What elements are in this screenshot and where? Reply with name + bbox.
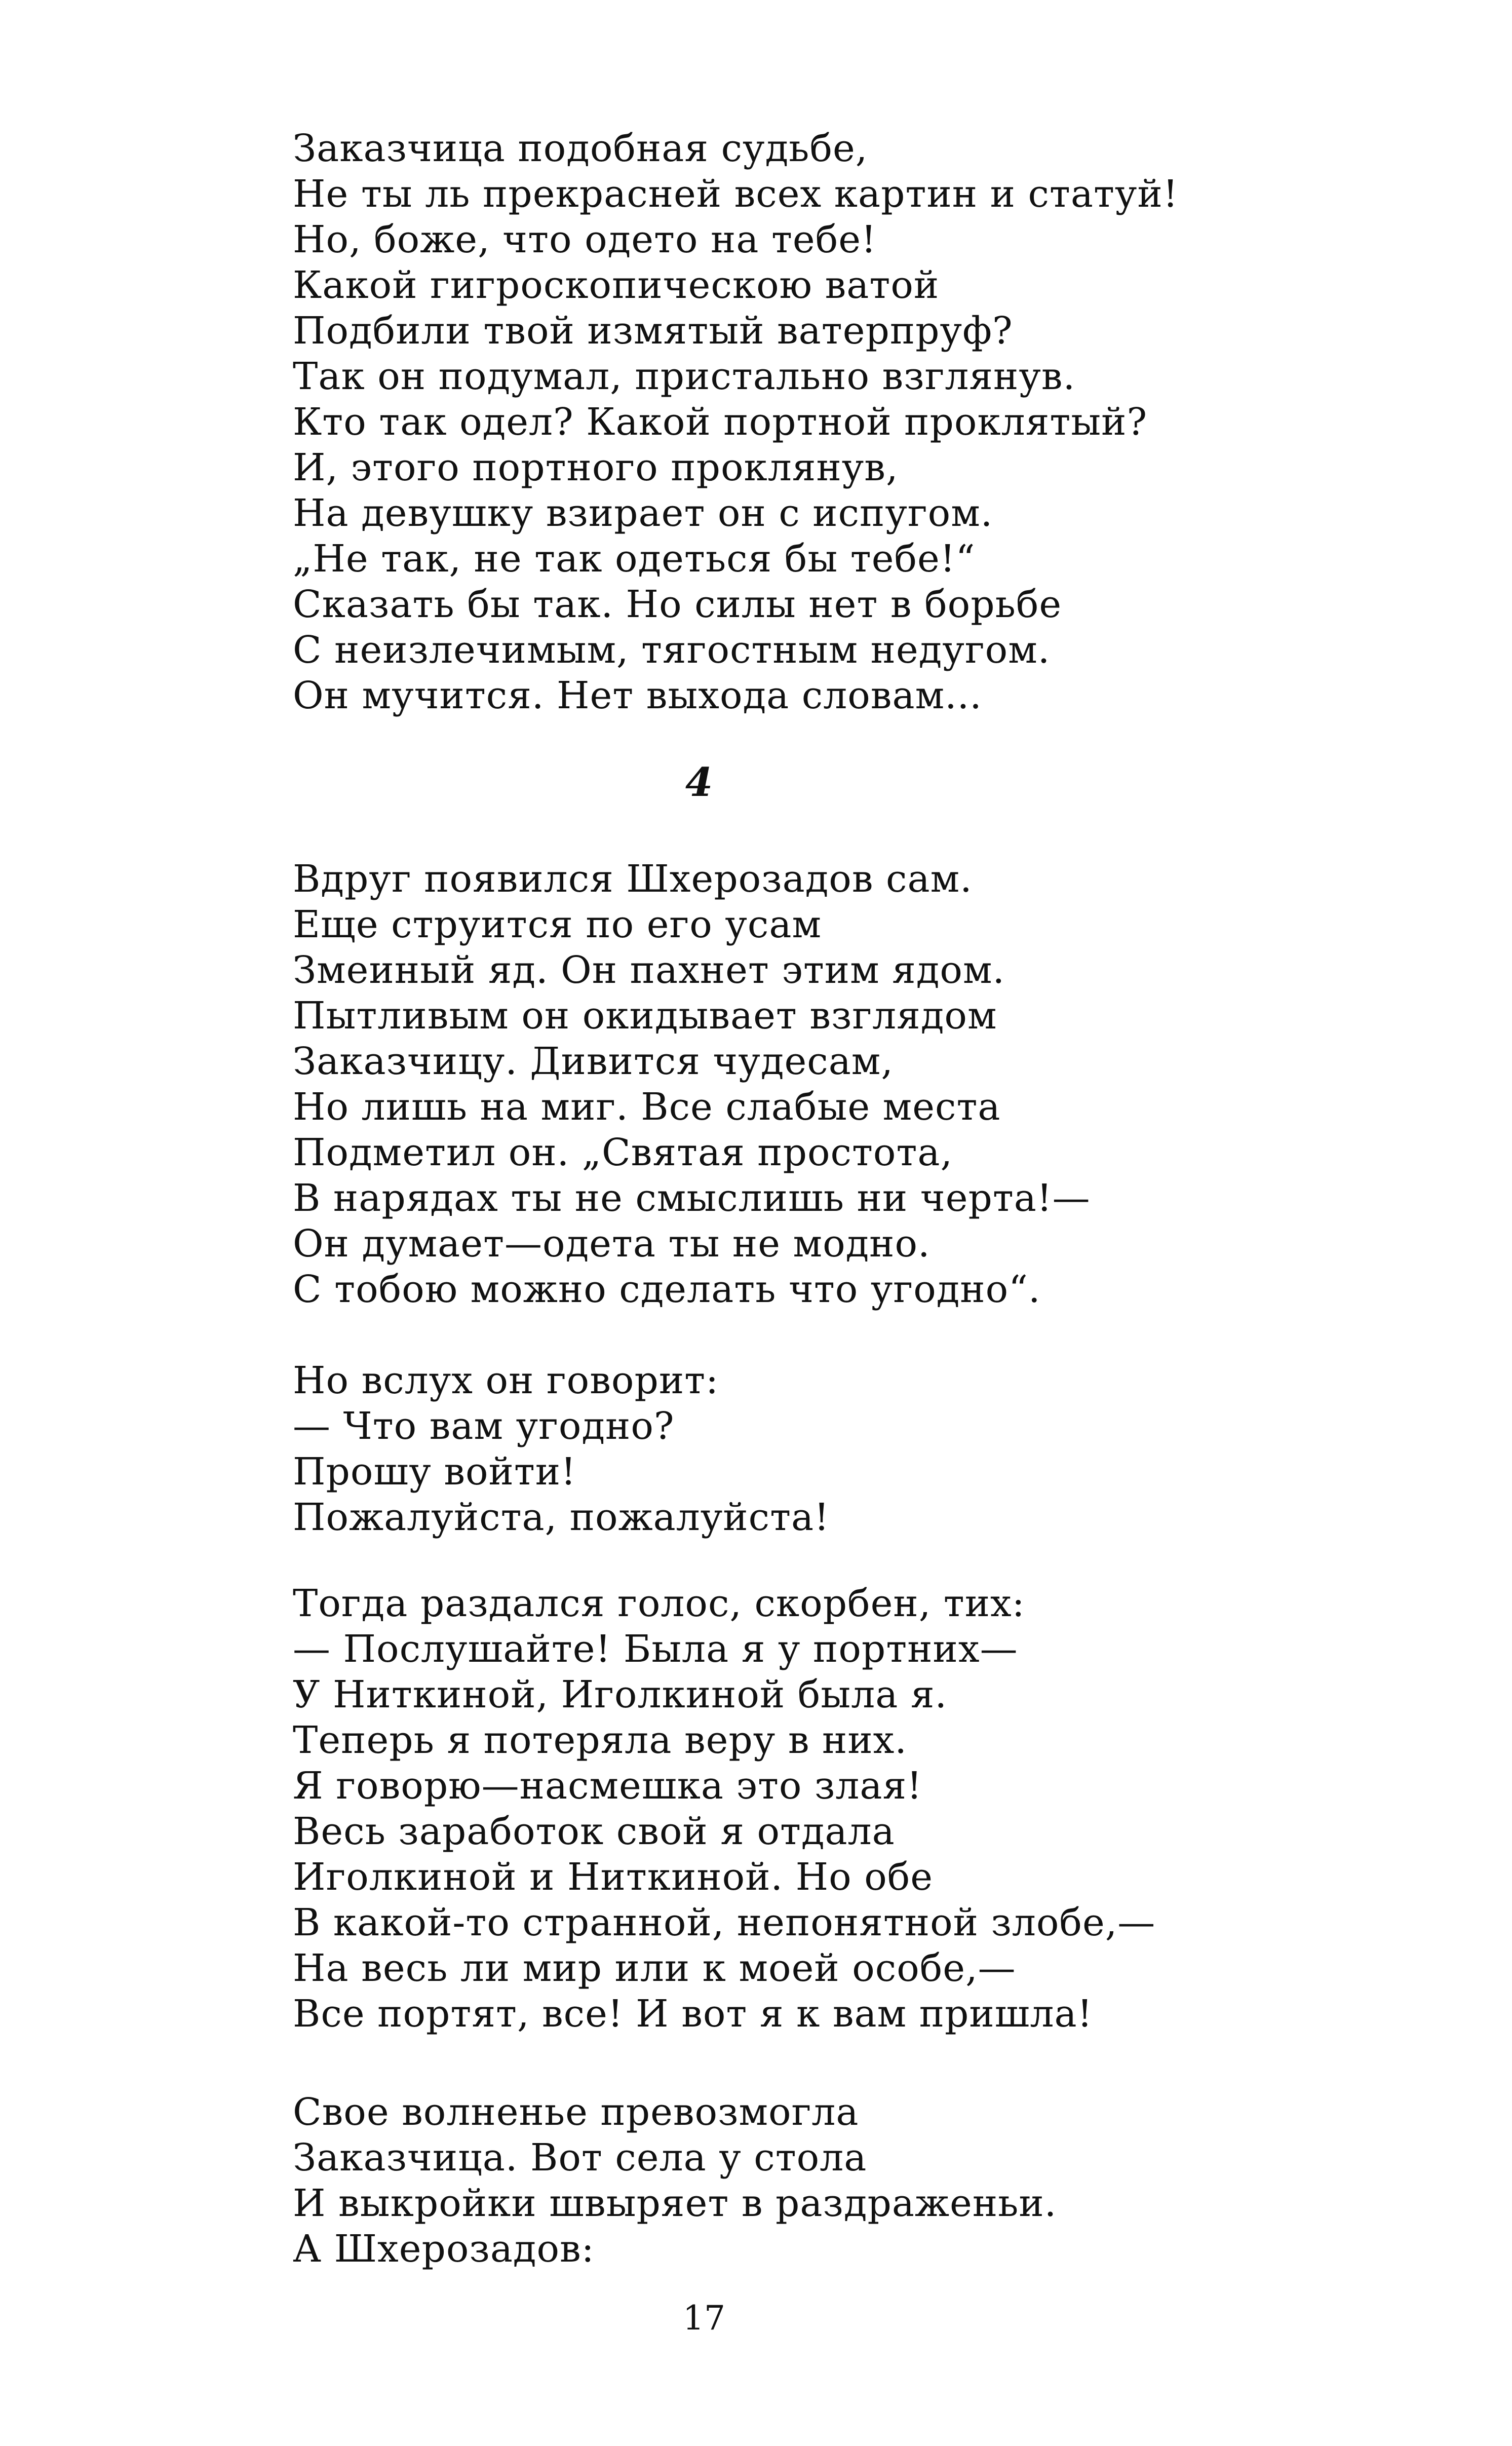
verse-line: Теперь я потеряла веру в них.: [293, 1718, 907, 1762]
verse-line: Заказчица. Вот села у стола: [293, 2136, 867, 2180]
verse-line: А Шхерозадов:: [293, 2227, 595, 2271]
verse-line: С неизлечимым, тягостным недугом.: [293, 628, 1051, 672]
verse-line: Пожалуйста, пожалуйста!: [293, 1496, 830, 1539]
verse-line: Весь заработок свой я отдала: [293, 1810, 895, 1853]
verse-line: — Послушайте! Была я у портних—: [293, 1627, 1018, 1671]
verse-line: Какой гигроскопическою ватой: [293, 263, 940, 307]
verse-line: Свое волненье превозмогла: [293, 2090, 859, 2134]
verse-line: Но вслух он говорит:: [293, 1359, 719, 1402]
verse-line: У Ниткиной, Иголкиной была я.: [293, 1673, 948, 1716]
verse-line: И, этого портного проклянув,: [293, 446, 899, 489]
verse-line: Прошу войти!: [293, 1450, 576, 1494]
verse-line: Но лишь на миг. Все слабые места: [293, 1085, 1001, 1129]
verse-line: Все портят, все! И вот я к вам пришла!: [293, 1992, 1093, 2036]
verse-line: Заказчица подобная судьбе,: [293, 127, 868, 170]
verse-line: Тогда раздался голос, скорбен, тих:: [293, 1582, 1025, 1625]
verse-line: Заказчицу. Дивится чудесам,: [293, 1040, 894, 1083]
verse-line: На весь ли мир или к моей особе,—: [293, 1946, 1016, 1990]
verse-line: Сказать бы так. Но силы нет в борьбе: [293, 583, 1062, 626]
stanza-3: [293, 1358, 1306, 1540]
verse-line: Не ты ль прекрасней всех картин и статуй!: [293, 172, 1179, 216]
page-number: 17: [683, 2299, 725, 2338]
verse-line: Я говорю—насмешка это злая!: [293, 1764, 922, 1808]
stanza-5: [293, 2089, 1306, 2272]
verse-line: Еще струится по его усам: [293, 903, 822, 946]
stanza-2: [293, 856, 1306, 1312]
verse-line: Но, боже, что одето на тебе!: [293, 218, 877, 261]
verse-line: На девушку взирает он с испугом.: [293, 491, 993, 535]
verse-line: В нарядах ты не смыслишь ни черта!—: [293, 1176, 1091, 1220]
verse-line: Так он подумал, пристально взглянув.: [293, 355, 1076, 398]
verse-line: Подметил он. „Святая простота,: [293, 1131, 953, 1174]
verse-line: Змеиный яд. Он пахнет этим ядом.: [293, 948, 1005, 992]
stanza-4: [293, 1581, 1306, 2037]
verse-line: Кто так одел? Какой портной проклятый?: [293, 400, 1148, 444]
verse-line: — Что вам угодно?: [293, 1404, 675, 1448]
verse-line: Пытливым он окидывает взглядом: [293, 994, 997, 1038]
verse-line: Подбили твой измятый ватерпруф?: [293, 309, 1013, 353]
stanza-1: [293, 126, 1306, 718]
section-number: 4: [685, 759, 713, 806]
verse-line: С тобою можно сделать что угодно“.: [293, 1268, 1041, 1311]
verse-line: „Не так, не так одеться бы тебе!“: [293, 537, 976, 581]
verse-line: В какой-то странной, непонятной злобе,—: [293, 1901, 1156, 1944]
verse-line: Он думает—одета ты не модно.: [293, 1222, 931, 1266]
verse-line: Он мучится. Нет выхода словам...: [293, 674, 982, 717]
verse-line: И выкройки швыряет в раздраженьи.: [293, 2182, 1057, 2225]
verse-line: Иголкиной и Ниткиной. Но обе: [293, 1855, 934, 1899]
verse-line: Вдруг появился Шхерозадов сам.: [293, 857, 973, 901]
